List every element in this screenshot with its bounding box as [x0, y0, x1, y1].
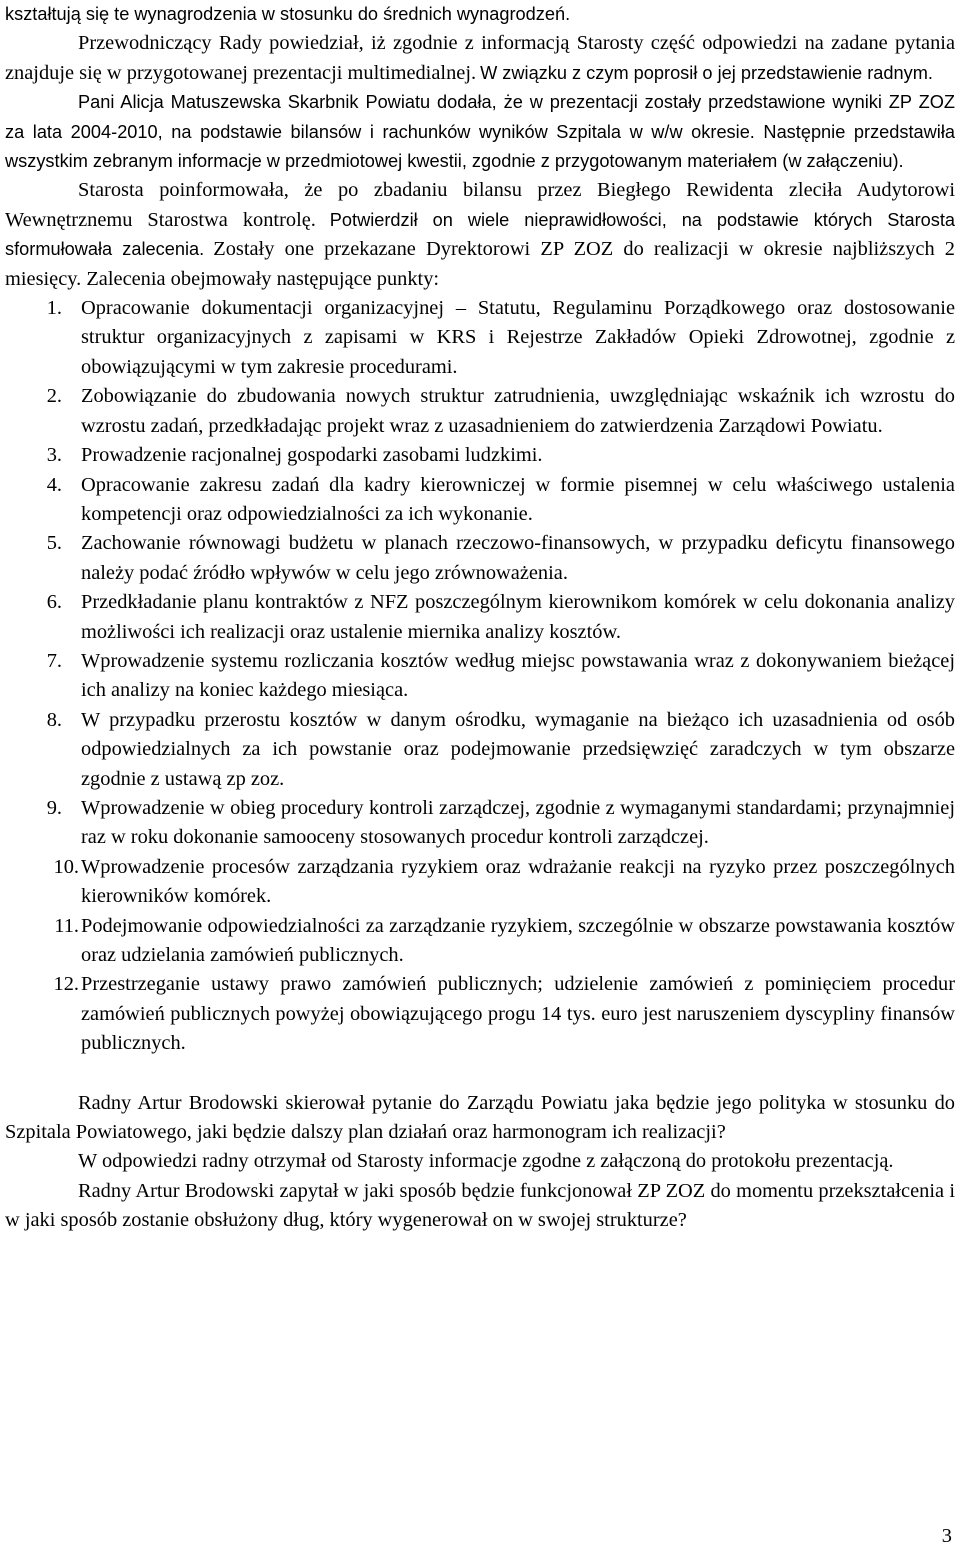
- list-item: [5, 647, 955, 706]
- list-item-text: Zobowiązanie do zbudowania nowych struktur zatrudnienia, uwzględniając wskaźnik ich wzrostu do wzrostu zadań, przedkładając projekt wraz z uzasadnieniem do zatwierdzenia Zarządowi Powiatu.: [81, 385, 955, 437]
- list-item-number: 8.: [46, 708, 62, 731]
- list-item-number: 2.: [46, 385, 62, 408]
- list-item: [5, 912, 955, 971]
- list-item-number: 4.: [46, 473, 62, 496]
- starosta-text: Starosta poinformowała, że po zbadaniu bilansu przez Biegłego Rewidenta zleciła Audytorowi Wewnętrznemu Starostwa kontrolę.: [5, 179, 955, 231]
- list-item-number: 5.: [46, 532, 62, 555]
- paragraph-question-debt: [5, 1177, 955, 1236]
- paragraph-starosta: [5, 176, 955, 294]
- list-item: [5, 706, 955, 794]
- recommendations-intro-text: Zostały one przekazane Dyrektorowi ZP ZOZ do realizacji w okresie najbliższych 2 miesięcy. Zalecenia obejmowały następujące punkty:: [5, 238, 955, 290]
- list-item-text: Przestrzeganie ustawy prawo zamówień publicznych; udzielenie zamówień z pominięciem procedur zamówień publicznych powyżej obowiązującego progu 14 tys. euro jest naruszeniem dyscypliny finansów publicznych.: [81, 973, 955, 1055]
- list-item-text: Podejmowanie odpowiedzialności za zarządzanie ryzykiem, szczególnie w obszarze powstawania kosztów oraz udzielania zamówień publicznych.: [81, 914, 955, 966]
- intro-line-text: kształtują się te wynagrodzenia w stosunku do średnich wynagrodzeń.: [5, 4, 571, 24]
- answer-text: W odpowiedzi radny otrzymał od Starosty informacje zgodne z załączoną do protokołu prezentacją.: [78, 1150, 894, 1173]
- list-item-text: Prowadzenie racjonalnej gospodarki zasobami ludzkimi.: [81, 444, 543, 467]
- list-item-text: Przedkładanie planu kontraktów z NFZ poszczególnym kierownikom komórek w celu dokonania analizy możliwości ich realizacji oraz ustalenie miernika analizy kosztów.: [81, 591, 955, 643]
- paragraph-question-policy: [5, 1089, 955, 1148]
- list-item-number: 7.: [46, 649, 62, 672]
- intro-line: [5, 0, 955, 29]
- list-item: [5, 441, 955, 470]
- question-debt-text: Radny Artur Brodowski zapytał w jaki sposób będzie funkcjonował ZP ZOZ do momentu przekształcenia i w jaki sposób zostanie obsłużony dług, który wygenerował on w swojej strukturze?: [5, 1179, 955, 1232]
- list-item: [5, 853, 955, 912]
- list-item-text: Wprowadzenie procesów zarządzania ryzykiem oraz wdrażanie reakcji na ryzyko przez poszczególnych kierowników komórek.: [81, 855, 955, 908]
- list-item: [5, 294, 955, 382]
- paragraph-treasurer: [5, 88, 955, 176]
- chairman-text: Przewodniczący Rady powiedział, iż zgodnie z informacją Starosty część odpowiedzi na zadane pytania znajduje się w przygotowanej prezentacji multimedialnej.: [5, 32, 955, 84]
- question-policy-text: Radny Artur Brodowski skierował pytanie do Zarządu Powiatu jaka będzie jego polityka w stosunku do Szpitala Powiatowego, jaki będzie dalszy plan działań oraz harmonogram ich realizacji?: [5, 1091, 955, 1144]
- list-item-text: Zachowanie równowagi budżetu w planach rzeczowo-finansowych, w przypadku deficytu finansowego należy podać źródło wpływów w celu jego zrównoważenia.: [81, 532, 955, 584]
- list-item: [5, 382, 955, 441]
- auditor-findings-text: Potwierdził on wiele nieprawidłowości, na podstawie których Starosta sformułowała zalecenia.: [5, 209, 956, 260]
- list-item-number: 6.: [46, 591, 62, 614]
- list-item: [5, 970, 955, 1058]
- list-item-text: Opracowanie dokumentacji organizacyjnej – Statutu, Regulaminu Porządkowego oraz dostosowanie struktur organizacyjnych z zapisami w KRS i Rejestrze Zakładów Opieki Zdrowotnej, zgodnie z obowiązującymi w tym zakresie procedurami.: [81, 297, 955, 378]
- page-number: 3: [941, 1525, 952, 1547]
- list-item: [5, 588, 955, 647]
- list-item-number: 1.: [46, 297, 62, 320]
- list-item-text: Wprowadzenie systemu rozliczania kosztów według miejsc powstawania wraz z dokonywaniem bieżącej ich analizy na koniec każdego miesiąca.: [81, 649, 955, 702]
- list-item-text: Wprowadzenie w obieg procedury kontroli zarządczej, zgodnie z wymaganymi standardami; przynajmniej raz w roku dokonanie samooceny stosowanych procedur kontroli zarządczej.: [81, 796, 955, 849]
- list-item: [5, 529, 955, 588]
- list-item-number: 3.: [46, 444, 62, 467]
- list-item-number: 11.: [54, 914, 79, 937]
- list-item-number: 10.: [53, 855, 79, 878]
- treasurer-text: Pani Alicja Matuszewska Skarbnik Powiatu dodała, że w prezentacji zostały przedstawione wyniki ZP ZOZ za lata 2004-2010, na podstawie bilansów i rachunków wyników Szpitala w w/w okresie. Następnie przedstawiła wszystkim zebranym informacje w przedmiotowej kwestii, zgodnie z przygotowanym materiałem (w załączeniu).: [5, 92, 955, 172]
- paragraph-answer: [5, 1147, 955, 1176]
- list-item-number: 12.: [53, 973, 79, 996]
- recommendations-list: [5, 294, 955, 1059]
- list-item-number: 9.: [46, 796, 62, 819]
- document-page: [5, 0, 955, 1236]
- list-item-text: W przypadku przerostu kosztów w danym ośrodku, wymaganie na bieżąco ich uzasadnienia od osób odpowiedzialnych za ich powstanie oraz podejmowanie przedsięwzięć zaradczych w tym obszarze zgodnie z ustawą zp zoz.: [81, 708, 955, 790]
- list-item: [5, 471, 955, 530]
- chairman-request-text: W związku z czym poprosił o jej przedstawienie radnym.: [480, 62, 933, 83]
- paragraph-spacer: [5, 1059, 955, 1089]
- list-item: [5, 794, 955, 853]
- paragraph-chairman: [5, 29, 955, 88]
- list-item-text: Opracowanie zakresu zadań dla kadry kierowniczej w formie pisemnej w celu właściwego ustalenia kompetencji oraz odpowiedzialności za ich wykonanie.: [81, 473, 955, 525]
